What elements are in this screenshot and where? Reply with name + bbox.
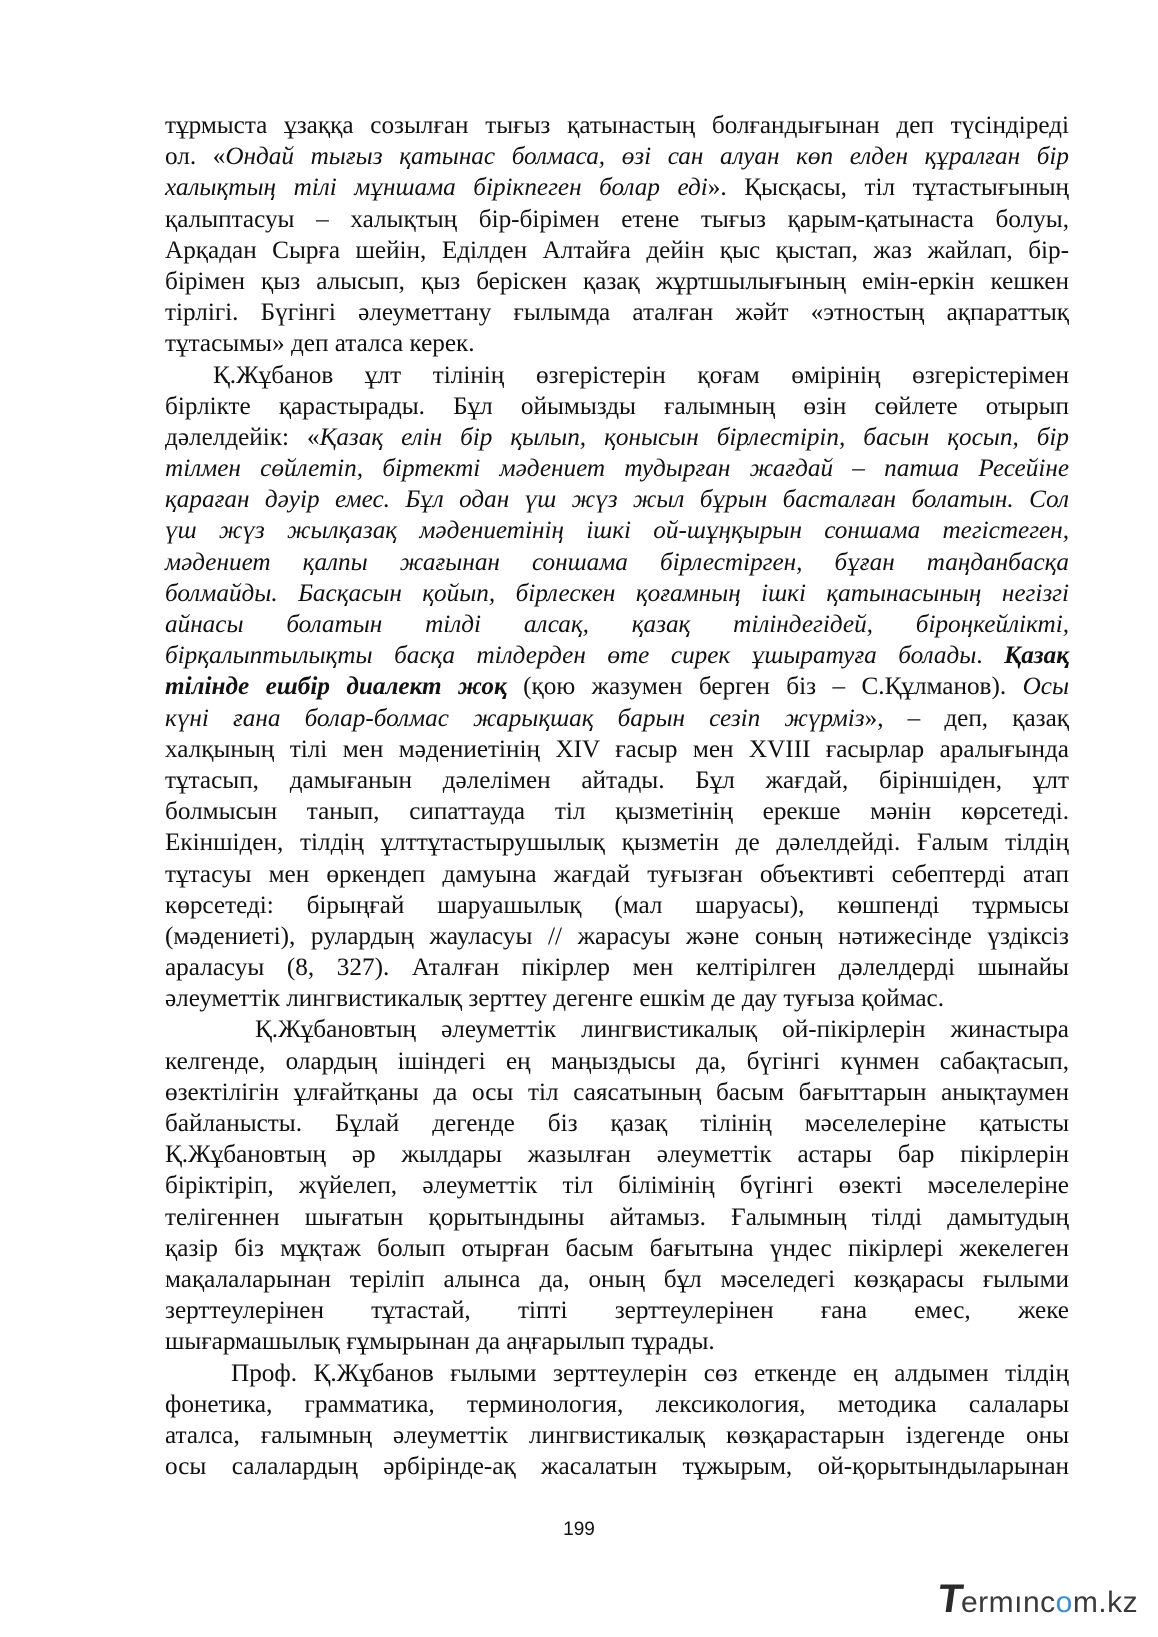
text-line: әлеуметтік лингвистикалық зерттеу дегенге ешкім де дау туғыза қоймас. xyxy=(165,985,945,1013)
termincom-logo xyxy=(934,1577,1148,1627)
text-line: мақалаларынан теріліп алынса да, оның бұл мәселедегі көзқарасы ғылыми xyxy=(165,1265,1069,1293)
text-line: тілмен сөйлетіп, біртекті мәдениет тудырған жағдай – патша Ресейіне xyxy=(165,455,1069,483)
text-line: Арқадан Сырға шейін, Еділден Алтайға дейін қыс қыстап, жаз жайлап, бір- xyxy=(165,236,1069,264)
text-segment: бірқалыптылықты басқа тілдерден өте сирек ұшыратуға болады. Қазақ xyxy=(165,642,1069,670)
document-body xyxy=(165,110,1069,1482)
text-line: шығармашылық ғұмырынан да аңғарылып тұрады. xyxy=(165,1328,715,1356)
text-line: қараған дәуір емес. Бұл одан үш жүз жыл бұрын басталған болатын. Сол xyxy=(165,486,1069,514)
text-line xyxy=(165,422,1069,453)
text-line: Қ.Жұбановтың әр жылдары жазылған әлеуметтік астары бар пікірлерін xyxy=(165,1141,1069,1169)
text-line: байланысты. Бұлай дегенде біз қазақ тілінің мәселелеріне қатысты xyxy=(165,1110,1069,1137)
text-segment: тілінде ешбір диалект жоқ (қою жазумен берген біз – С.Құлманов). Осы xyxy=(165,673,1070,701)
italic-text: бірқалыптылықты басқа тілдерден өте сирек ұшыратуға болады xyxy=(165,642,977,670)
text-line: көрсетеді: бірыңғай шаруашылық (мал шаруасы), көшпенді тұрмысы xyxy=(165,891,1069,919)
text-segment: ол. «Ондай тығыз қатынас болмаса, өзі сан алуан көп елден құралған бір xyxy=(165,143,1069,171)
text-line: бірлікте қарастырады. Бұл ойымызды ғалымның өзін сөйлете отырып xyxy=(165,392,1069,420)
text-line: қалыптасуы – халықтың бір-бірімен етене тығыз қарым-қатынаста болуы, xyxy=(165,205,1069,233)
logo-text: m.kz xyxy=(1072,1586,1139,1619)
text-line xyxy=(165,671,1069,702)
italic-text: халықтың тілі мұншама бірікпеген болар еді xyxy=(165,174,708,202)
text-line: бірімен қыз алысып, қыз берiскен қазақ жұртшылығының емiн-еркiн кешкен xyxy=(165,267,1069,295)
text-line: тiрлiгi. Бүгінгі әлеуметтану ғылымда аталған жәйт «этностың ақпараттық xyxy=(165,299,1069,327)
text-line: тұтасып, дамығанын дәлелімен айтады. Бұл жағдай, біріншіден, ұлт xyxy=(165,766,1069,794)
text-line: осы салалардың әрбірінде-ақ жасалатын тұжырым, ой-қорытындыларынан xyxy=(165,1453,1069,1481)
text-line xyxy=(165,141,1069,172)
text-line: телігеннен шығатын қорытындыны айтамыз. Ғалымның тілді дамытудың xyxy=(165,1203,1069,1231)
italic-text: Қазақ елін бір қылып, қонысын бірлестіріп, басын қосып, бір xyxy=(319,423,1069,451)
text-line: тұрмыста ұзаққа созылған тығыз қатынастың болғандығынан деп түсіндіреді xyxy=(165,112,1069,139)
text-line: үш жүз жылқазақ мәдениетінің ішкі ой-шұңқырын соншама тегістеген, xyxy=(165,517,1069,545)
text-line: Проф. Қ.Жұбанов ғылыми зерттеулерін сөз еткенде ең алдымен тілдің xyxy=(231,1359,1069,1387)
text-line: болмысын танып, сипаттауда тіл қызметінің ерекше мәнін көрсетеді. xyxy=(165,798,1069,826)
text-line xyxy=(165,703,1069,734)
text-line: қазір біз мұқтаж болып отырған басым бағытына үндес пікірлері жекелеген xyxy=(165,1234,1069,1262)
text-line: аталса, ғалымның әлеуметтік лингвистикалық көзқарастарын іздегенде оны xyxy=(165,1421,1069,1449)
text-line: (мәдениеті), рулардың жауласуы // жарасуы және соның нәтижесінде үздіксіз xyxy=(165,922,1069,950)
italic-text: Ондай тығыз қатынас болмаса, өзі сан алуан көп елден құралған бір xyxy=(225,143,1069,171)
text-line: Екіншіден, тілдің ұлттұтастырушылық қызметін де дәлелдейді. Ғалым тілдің xyxy=(165,829,1069,857)
text-segment: дәлелдейік: «Қазақ елін бір қылып, қонысын бірлестіріп, басын қосып, бір xyxy=(165,423,1069,451)
text-line: келгенде, олардың ішіндегі ең маңыздысы да, бүгінгі күнмен сабақтасып, xyxy=(165,1047,1069,1075)
text-line: тұтасымы» деп аталса керек. xyxy=(165,330,475,358)
text-line: фонетика, грамматика, терминология, лексикология, методика салалары xyxy=(165,1390,1069,1418)
text-line: айнасы болатын тілді алсақ, қазақ тіліндегідей, біроңкейлікті, xyxy=(165,611,1069,638)
bold-italic-text: Қазақ xyxy=(1004,642,1069,670)
text-line xyxy=(165,172,1069,203)
italic-text: күні ғана болар-болмас жарықшақ барын сезіп жүрміз xyxy=(165,704,865,732)
text-line: болмайды. Басқасын қойып, бірлескен қоғамның ішкі қатынасының негізгі xyxy=(165,579,1069,607)
logo-t-mark: T xyxy=(934,1577,967,1621)
text-line: Қ.Жұбанов ұлт тілінің өзгерістерін қоғам өмірінің өзгерістерімен xyxy=(213,361,1069,389)
text-line: Қ.Жұбановтың әлеуметтік лингвистикалық ой-пікірлерін жинастыра xyxy=(255,1016,1069,1044)
text-line: мәдениет қалпы жағынан соншама бірлестірген, бұған таңданбасқа xyxy=(165,548,1069,576)
text-line: халқының тілі мен мәдениетінің XIV ғасыр мен XVIII ғасырлар аралығында xyxy=(165,735,1069,763)
text-line: өзектілігін ұлғайтқаны да осы тіл саясатының басым бағыттарын анықтаумен xyxy=(165,1078,1069,1106)
text-segment: күні ғана болар-болмас жарықшақ барын сезіп жүрміз», – деп, қазақ xyxy=(165,704,1069,732)
text-line xyxy=(165,640,1069,671)
text-line: біріктіріп, жүйелеп, әлеуметтік тіл білімінің бүгінгі өзекті мәселелеріне xyxy=(165,1172,1069,1200)
italic-text: Осы xyxy=(1022,673,1070,701)
page-number: 199 xyxy=(563,1519,595,1540)
text-line: араласуы (8, 327). Аталған пікірлер мен келтірілген дәлелдерді шынайы xyxy=(165,954,1069,982)
text-segment: халықтың тілі мұншама бірікпеген болар еді». Қысқасы, тіл тұтастығының xyxy=(165,174,1069,202)
bold-italic-text: тілінде ешбір диалект жоқ xyxy=(165,673,507,701)
logo-text: ermınc xyxy=(960,1586,1056,1619)
text-line: зерттеулерінен тұтастай, тіпті зерттеулерінен ғана емес, жеке xyxy=(165,1297,1069,1325)
text-line: тұтасуы мен өркендеп дамуына жағдай туғызған объективті себептерді атап xyxy=(165,860,1069,888)
logo-o-mark: o xyxy=(1055,1586,1073,1619)
